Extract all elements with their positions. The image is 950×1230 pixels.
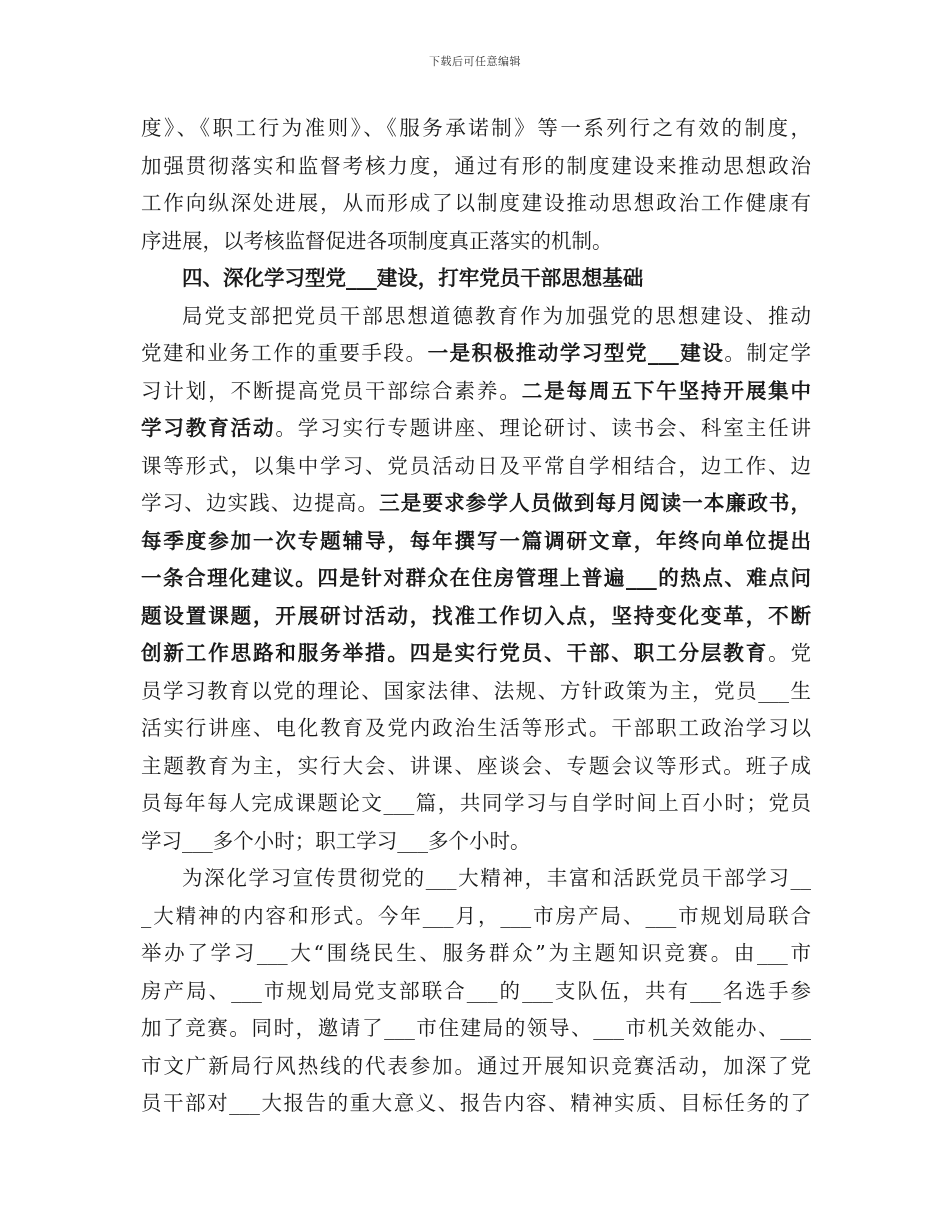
text-run: 加了竞赛。同时，邀请了___市住建局的领导、___市机关效能办、___ — [141, 1016, 811, 1040]
text-line — [141, 598, 811, 636]
text-run: 活实行讲座、电化教育及党内政治生活等形式。干部职工政治学习以 — [141, 716, 811, 740]
section-heading — [141, 260, 811, 298]
text-run: 课等形式，以集中学习、党员活动日及平常自学相结合，边工作、边 — [141, 453, 811, 478]
text-run: 工作向纵深处进展，从而形成了以制度建设推动思想政治工作健康有 — [141, 191, 811, 215]
text-run: 主题教育为主，实行大会、讲课、座谈会、专题会议等形式。班子成 — [141, 753, 811, 778]
bold-text-run: 创新工作思路和服务举措。四是实行党员、干部、职工分层教育 — [141, 641, 769, 665]
text-run: 党建和业务工作的重要手段。 — [141, 341, 428, 365]
text-run: 学习___多个小时；职工学习___多个小时。 — [141, 828, 531, 853]
bold-text-run: 三是要求参学人员做到每月阅读一本廉政书， — [379, 491, 812, 515]
text-run: _大精神的内容和形式。今年___月，___市房产局、___市规划局联合 — [141, 903, 811, 928]
text-line — [141, 373, 811, 411]
text-line — [141, 935, 811, 973]
text-line — [141, 448, 811, 486]
bold-text-run: 每季度参加一次专题辅导，每年撰写一篇调研文章，年终向单位提出 — [141, 528, 811, 553]
text-run: 。党 — [768, 641, 812, 665]
text-line — [141, 898, 811, 936]
text-line — [141, 185, 811, 223]
bold-text-run: 一是积极推动学习型党___建设 — [427, 341, 725, 365]
text-line — [141, 673, 811, 711]
bold-text-run: 题设置课题，开展研讨活动，找准工作切入点，坚持变化变革，不断 — [141, 603, 811, 628]
text-line — [141, 223, 811, 261]
text-run: 为深化学习宣传贯彻党的___大精神，丰富和活跃党员干部学习__ — [182, 866, 811, 890]
text-line — [141, 1048, 811, 1086]
heading-text: 四、深化学习型党___建设，打牢党员干部思想基础 — [182, 266, 644, 290]
text-run: 市文广新局行风热线的代表参加。通过开展知识竞赛活动，加深了党 — [141, 1053, 811, 1078]
text-run: 房产局、___市规划局党支部联合___的___支队伍，共有___名选手参 — [141, 978, 811, 1003]
text-line — [141, 748, 811, 786]
text-line — [141, 560, 811, 598]
text-line — [141, 860, 811, 898]
text-line — [141, 1010, 811, 1048]
text-run: 学习、边实践、边提高。 — [141, 491, 380, 515]
text-line — [141, 148, 811, 186]
text-line — [141, 485, 811, 523]
text-line — [141, 823, 811, 861]
text-line — [141, 335, 811, 373]
text-line — [141, 1085, 811, 1123]
text-run: 员干部对___大报告的重大意义、报告内容、精神实质、目标任务的了 — [141, 1091, 811, 1115]
text-run: 。学习实行专题讲座、理论研讨、读书会、科室主任讲 — [275, 416, 812, 440]
text-run: 序进展，以考核监督促进各项制度真正落实的机制。 — [141, 228, 613, 253]
text-line — [141, 110, 811, 148]
text-line — [141, 523, 811, 561]
document-body — [141, 110, 811, 1123]
page-header: 下载后可任意编辑 — [429, 55, 521, 68]
text-line — [141, 973, 811, 1011]
text-run: 员每年每人完成课题论文___篇，共同学习与自学时间上百小时；党员 — [141, 791, 811, 815]
text-run: 度》、《职工行为准则》、《服务承诺制》等一系列行之有效的制度， — [141, 116, 811, 140]
text-line — [141, 635, 811, 673]
text-run: 局党支部把党员干部思想道德教育作为加强党的思想建设、推动 — [182, 303, 811, 328]
bold-text-run: 学习教育活动 — [141, 416, 276, 440]
text-line — [141, 785, 811, 823]
text-run: 加强贯彻落实和监督考核力度，通过有形的制度建设来推动思想政治 — [141, 153, 811, 178]
text-run: 员学习教育以党的理论、国家法律、法规、方针政策为主，党员___生 — [141, 678, 811, 703]
bold-text-run: 一条合理化建议。四是针对群众在住房管理上普遍___的热点、难点问 — [141, 566, 811, 590]
text-line — [141, 298, 811, 336]
text-run: 习计划，不断提高党员干部综合素养。 — [141, 378, 522, 403]
text-run: 举办了学习___大“围绕民生、服务群众”为主题知识竞赛。由___市 — [141, 941, 811, 965]
text-run: 。制定学 — [724, 341, 812, 365]
bold-text-run: 二是每周五下午坚持开展集中 — [521, 378, 812, 403]
text-line — [141, 710, 811, 748]
text-line — [141, 410, 811, 448]
